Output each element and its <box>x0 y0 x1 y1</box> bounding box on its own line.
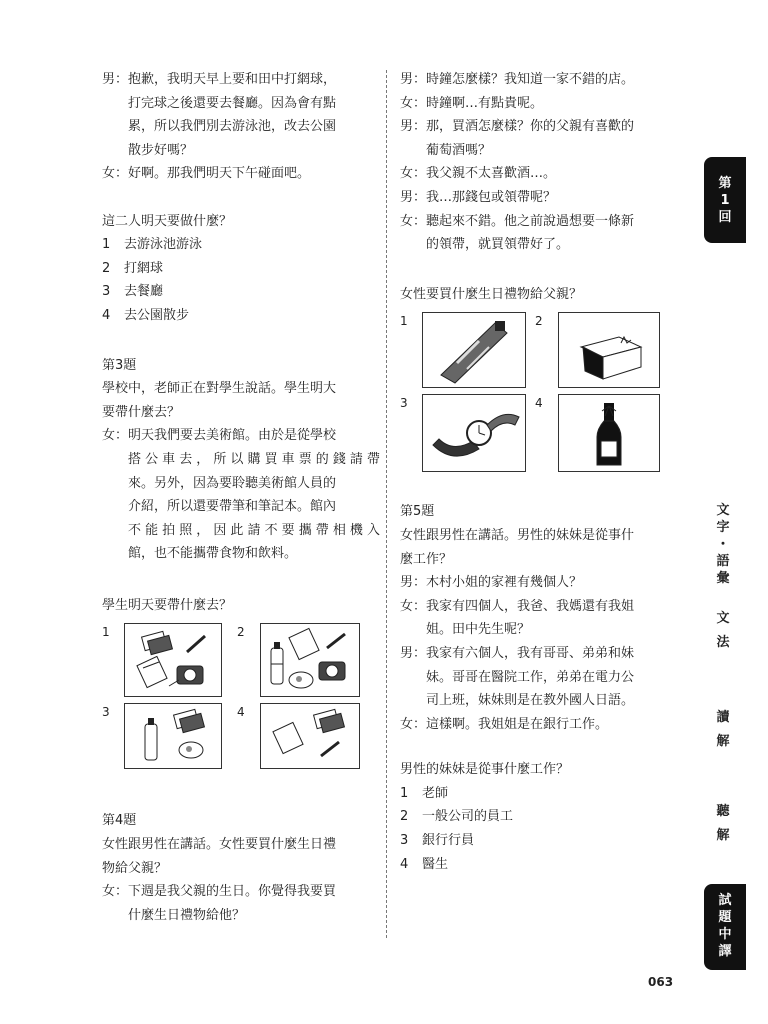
page-number: 063 <box>648 975 674 989</box>
question-text: 這二人明天要做什麼？ <box>102 213 233 229</box>
option-number: 2 <box>102 260 111 276</box>
dialog-line <box>102 880 380 927</box>
wallet-icon <box>581 337 641 379</box>
dialog-text: 司上班，妹妹則是在教外國人日語。 <box>426 693 635 709</box>
bottle-icon <box>145 718 157 760</box>
choice-number: 1 <box>400 314 408 329</box>
option-text: 一般公司的員工 <box>422 809 514 825</box>
dialog-line <box>102 68 380 162</box>
dialog-text: 好啊。那我們明天下午碰面吧。 <box>128 166 311 182</box>
side-label-text: 文 字 ・ 語 彙 <box>716 503 730 586</box>
question4-pictures <box>400 310 672 476</box>
dialog-line <box>102 162 380 186</box>
question5-title: 第5題 <box>400 504 435 520</box>
necktie-icon <box>441 321 507 383</box>
option-number: 3 <box>400 833 409 849</box>
speaker-label: 女： <box>400 95 427 111</box>
dialog-text: 打完球之後還要去餐廳。因為會有點 <box>128 95 337 111</box>
picture-choice-1 <box>422 312 526 388</box>
camera-icon <box>169 666 203 686</box>
option-text: 老師 <box>422 785 449 801</box>
question5-intro: 女性跟男性在講話。男性的妹妹是從事什 <box>400 527 635 543</box>
side-label-vocabulary[interactable] <box>712 502 734 587</box>
option-number: 1 <box>102 237 111 253</box>
option-number: 3 <box>102 284 111 300</box>
wine-bottle-icon <box>597 403 621 465</box>
question4-intro: 女性跟男性在講話。女性要買什麼生日禮 <box>102 837 337 853</box>
picture-choice-3 <box>124 703 222 769</box>
option-number: 2 <box>400 809 409 825</box>
tab-round-1[interactable] <box>704 157 746 243</box>
choice-number: 3 <box>400 396 408 411</box>
dialog-text: 明天我們要去美術館。由於是從學校 <box>128 428 337 444</box>
tickets-icon <box>174 710 205 733</box>
tickets-icon <box>314 710 345 733</box>
dialog-text: 來。另外，因為要聆聽美術館人員的 <box>128 475 337 491</box>
side-label-text: 聽 解 <box>716 804 730 843</box>
dialog-text: 時鐘怎麼樣？我知道一家不錯的店。 <box>426 72 635 87</box>
speaker-label: 女： <box>102 884 129 900</box>
dialog-text: 抱歉，我明天早上要和田中打網球， <box>128 72 337 87</box>
dialog-text: 我家有六個人，我有哥哥、弟弟和妹 <box>426 645 635 661</box>
dialog-prev <box>102 68 380 186</box>
dialog-text: 葡萄酒嗎？ <box>426 142 492 158</box>
side-label-reading[interactable] <box>712 706 734 754</box>
food-icon <box>289 672 313 688</box>
dialog-line <box>400 571 672 595</box>
choice-number: 1 <box>102 625 110 640</box>
column-divider <box>386 70 387 938</box>
picture-choice-2 <box>260 623 360 697</box>
dialog-text: 姐。田中先生呢？ <box>426 622 531 638</box>
choice-number: 2 <box>237 625 245 640</box>
tickets-icon <box>142 632 173 655</box>
dialog-line <box>400 642 672 713</box>
right-column <box>400 68 672 876</box>
question5-question: 男性的妹妹是從事什麼工作？ <box>400 762 570 778</box>
side-label-grammar[interactable] <box>712 607 734 655</box>
options-list <box>400 782 672 876</box>
dialog-text: 的領帶，就買領帶好了。 <box>426 237 570 253</box>
option-item <box>102 280 380 304</box>
dialog-text: 散步好嗎？ <box>128 142 194 158</box>
question3-question: 學生明天要帶什麼去？ <box>102 597 233 613</box>
choice-number: 2 <box>535 314 543 329</box>
question3-intro: 要帶什麼去？ <box>102 404 181 420</box>
food-icon <box>179 742 203 758</box>
tab-translation[interactable] <box>704 884 746 970</box>
side-label-text: 文 法 <box>716 611 730 650</box>
notebook-icon <box>273 723 303 754</box>
speaker-label: 男： <box>102 72 129 87</box>
dialog-text: 下週是我父親的生日。你覺得我要買 <box>128 884 337 900</box>
dialog-line <box>400 115 672 162</box>
dialog-text: 累，所以我們別去游泳池，改去公園 <box>128 119 337 135</box>
option-number: 4 <box>400 856 409 872</box>
choice-number: 3 <box>102 705 110 720</box>
options-list <box>102 233 380 327</box>
option-item <box>102 304 380 328</box>
option-number: 4 <box>102 307 111 323</box>
option-item <box>400 829 672 853</box>
picture-choice-2 <box>558 312 660 388</box>
dialog-text: 這樣啊。我姐姐是在銀行工作。 <box>426 716 609 732</box>
option-text: 去游泳池游泳 <box>124 237 203 253</box>
tab-round-label: 第 1 回 <box>718 176 732 225</box>
picture-choice-3 <box>422 394 526 472</box>
speaker-label: 女： <box>400 213 427 229</box>
left-column <box>102 68 380 927</box>
dialog-text: 時鐘啊…有點貴呢。 <box>426 95 544 111</box>
dialog-text: 搭公車去，所以購買車票的錢請帶 <box>128 451 380 467</box>
dialog-q4-continued <box>400 68 672 257</box>
option-item <box>400 805 672 829</box>
notebook-icon <box>289 629 319 660</box>
option-item <box>102 257 380 281</box>
tab-translation-label: 試 題 中 譯 <box>718 893 732 959</box>
watch-icon <box>433 415 519 457</box>
bottle-icon <box>271 642 283 684</box>
option-number: 1 <box>400 785 409 801</box>
question4-question: 女性要買什麼生日禮物給父親？ <box>400 286 583 302</box>
question3-intro: 學校中，老師正在對學生說話。學生明大 <box>102 381 337 397</box>
picture-choice-4 <box>260 703 360 769</box>
speaker-label: 女： <box>400 716 427 732</box>
option-text: 打網球 <box>124 260 164 276</box>
option-text: 銀行行員 <box>422 833 475 849</box>
option-item <box>102 233 380 257</box>
dialog-text: 木村小姐的家裡有幾個人？ <box>426 575 583 591</box>
dialog-text: 我父親不太喜歡酒…。 <box>426 166 557 182</box>
speaker-label: 男： <box>400 72 427 87</box>
option-text: 去公園散步 <box>124 307 190 323</box>
pen-icon <box>327 634 345 648</box>
dialog-text: 妹。哥哥在醫院工作，弟弟在電力公 <box>426 669 635 685</box>
dialog-text: 聽起來不錯。他之前說過想要一條新 <box>426 213 635 229</box>
speaker-label: 男： <box>400 575 427 591</box>
notebook-icon <box>137 657 167 688</box>
side-label-listening[interactable] <box>712 800 734 848</box>
dialog-text: 那，買酒怎麼樣？你的父親有喜歡的 <box>426 119 635 135</box>
dialog-text: 不能拍照，因此請不要攜帶相機入 <box>128 522 380 538</box>
speaker-label: 女： <box>102 166 129 182</box>
speaker-label: 女： <box>400 598 427 614</box>
pen-icon <box>321 742 339 756</box>
question4-intro: 物給父親？ <box>102 860 168 876</box>
picture-choice-4 <box>558 394 660 472</box>
speaker-label: 女： <box>102 428 129 444</box>
question3-title: 第3題 <box>102 357 137 373</box>
choice-number: 4 <box>237 705 245 720</box>
dialog-text: 我…那錢包或領帶呢？ <box>426 189 557 205</box>
speaker-label: 女： <box>400 166 427 182</box>
speaker-label: 男： <box>400 189 427 205</box>
dialog-line <box>102 424 380 566</box>
speaker-label: 男： <box>400 645 427 661</box>
speaker-label: 男： <box>400 119 427 135</box>
option-text: 醫生 <box>422 856 449 872</box>
dialog-line <box>400 210 672 257</box>
option-item <box>400 853 672 877</box>
option-text: 去餐廳 <box>124 284 164 300</box>
dialog-line <box>400 68 672 92</box>
picture-choice-1 <box>124 623 222 697</box>
question5-intro: 麼工作？ <box>400 551 453 567</box>
side-label-text: 讀 解 <box>716 710 730 749</box>
dialog-line <box>400 595 672 642</box>
dialog-text: 什麼生日禮物給他？ <box>128 907 246 923</box>
dialog-text: 介紹，所以還要帶筆和筆記本。館內 <box>128 499 337 515</box>
camera-icon <box>319 662 345 680</box>
dialog-line <box>400 162 672 186</box>
choice-number: 4 <box>535 396 543 411</box>
dialog-line <box>400 713 672 737</box>
dialog-text: 館，也不能攜帶食物和飲料。 <box>128 546 298 562</box>
question3-pictures <box>102 621 380 769</box>
dialog-text: 我家有四個人，我爸、我媽還有我姐 <box>426 598 635 614</box>
dialog-line <box>400 186 672 210</box>
pen-icon <box>187 636 205 652</box>
option-item <box>400 782 672 806</box>
dialog-line <box>400 92 672 116</box>
question4-title: 第4題 <box>102 813 137 829</box>
